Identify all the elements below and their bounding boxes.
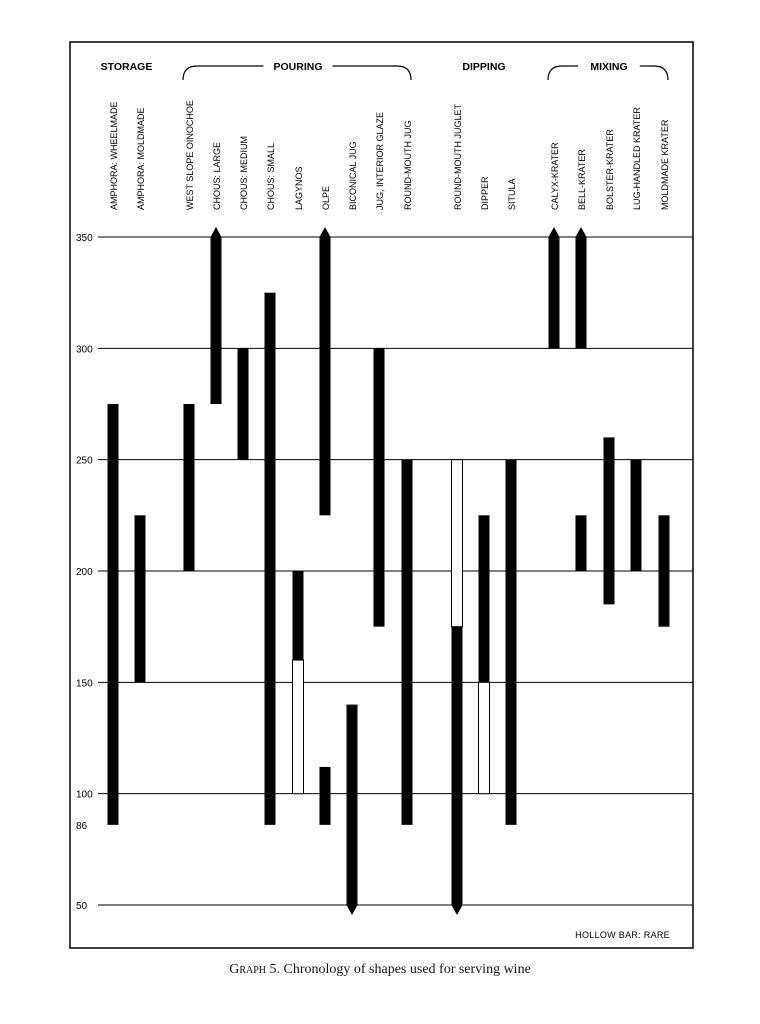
- y-tick-label: 50: [76, 901, 88, 912]
- group-bracket-left: [548, 66, 578, 80]
- range-bar: [320, 237, 331, 515]
- range-bar: [549, 237, 560, 348]
- category-label: CHOUS: LARGE: [212, 141, 222, 210]
- category-label: DIPPER: [480, 176, 490, 210]
- y-tick-label: 150: [76, 678, 93, 690]
- range-bar: [604, 437, 615, 604]
- y-axis-ticks: [76, 233, 93, 912]
- category-label: MOLDMADE KRATER: [660, 119, 670, 210]
- group-bracket-right: [640, 66, 668, 80]
- arrow-up-icon: [320, 227, 331, 237]
- category-label: WEST SLOPE OINOCHOE: [185, 100, 195, 210]
- arrow-up-icon: [576, 227, 587, 237]
- range-bar: [659, 515, 670, 626]
- range-bar: [320, 767, 331, 825]
- category-label: JUG, INTERIOR GLAZE: [375, 111, 385, 210]
- category-label: AMPHORA: WHEELMADE: [109, 101, 119, 210]
- caption-text: Chronology of shapes used for serving wine: [283, 962, 531, 977]
- category-label: AMPHORA: MOLDMADE: [136, 107, 146, 210]
- arrow-up-icon: [549, 227, 560, 237]
- y-tick-label: 300: [76, 344, 93, 356]
- group-bracket-right: [333, 66, 411, 80]
- group-label: STORAGE: [100, 61, 153, 73]
- group-label: MIXING: [590, 61, 628, 73]
- category-label: BOLSTER-KRATER: [605, 129, 615, 210]
- range-bar-hollow: [452, 460, 463, 627]
- category-label: CHOUS: MEDIUM: [239, 136, 249, 210]
- range-bar: [211, 237, 222, 404]
- range-bar: [506, 460, 517, 825]
- range-bar: [402, 460, 413, 825]
- range-bar: [265, 293, 276, 825]
- range-bar: [238, 348, 249, 459]
- y-tick-label: 100: [76, 789, 93, 801]
- category-label: CHOUS: SMALL: [266, 142, 276, 210]
- category-label: LUG-HANDLED KRATER: [632, 107, 642, 210]
- category-label: ROUND-MOUTH JUGLET: [453, 104, 463, 210]
- range-bar: [576, 237, 587, 348]
- category-label: SITULA: [507, 178, 517, 210]
- range-bar: [184, 404, 195, 571]
- range-bar: [374, 348, 385, 626]
- legend-note: HOLLOW BAR: RARE: [575, 930, 670, 940]
- category-label: BELL-KRATER: [577, 149, 587, 210]
- range-bar: [479, 515, 490, 682]
- category-groups: [101, 61, 668, 80]
- category-labels: [109, 100, 670, 210]
- group-bracket-left: [183, 66, 263, 80]
- y-tick-label: 250: [76, 455, 93, 467]
- category-label: LAGYNOS: [294, 166, 304, 210]
- y-tick-label: 350: [76, 233, 93, 244]
- group-label: DIPPING: [462, 61, 506, 73]
- arrow-down-icon: [347, 905, 358, 915]
- category-label: OLPE: [321, 185, 331, 210]
- group-label: POURING: [273, 61, 323, 73]
- range-bar: [293, 571, 304, 660]
- y-tick-label: 86: [76, 820, 88, 832]
- category-label: ROUND-MOUTH JUG: [403, 120, 413, 210]
- y-tick-label: 200: [76, 567, 93, 578]
- range-bar: [135, 515, 146, 682]
- arrow-down-icon: [452, 905, 463, 915]
- category-label: BICONICAL JUG: [348, 141, 358, 210]
- figure-caption: [0, 962, 760, 978]
- range-bar-hollow: [479, 682, 490, 793]
- range-bar-hollow: [293, 660, 304, 794]
- range-bar: [347, 705, 358, 905]
- range-bar: [631, 460, 642, 571]
- range-bar: [576, 515, 587, 571]
- range-bar: [108, 404, 119, 825]
- arrow-up-icon: [211, 227, 222, 237]
- category-label: CALYX-KRATER: [550, 142, 560, 210]
- caption-label: Graph 5.: [229, 962, 280, 977]
- range-bar: [452, 627, 463, 905]
